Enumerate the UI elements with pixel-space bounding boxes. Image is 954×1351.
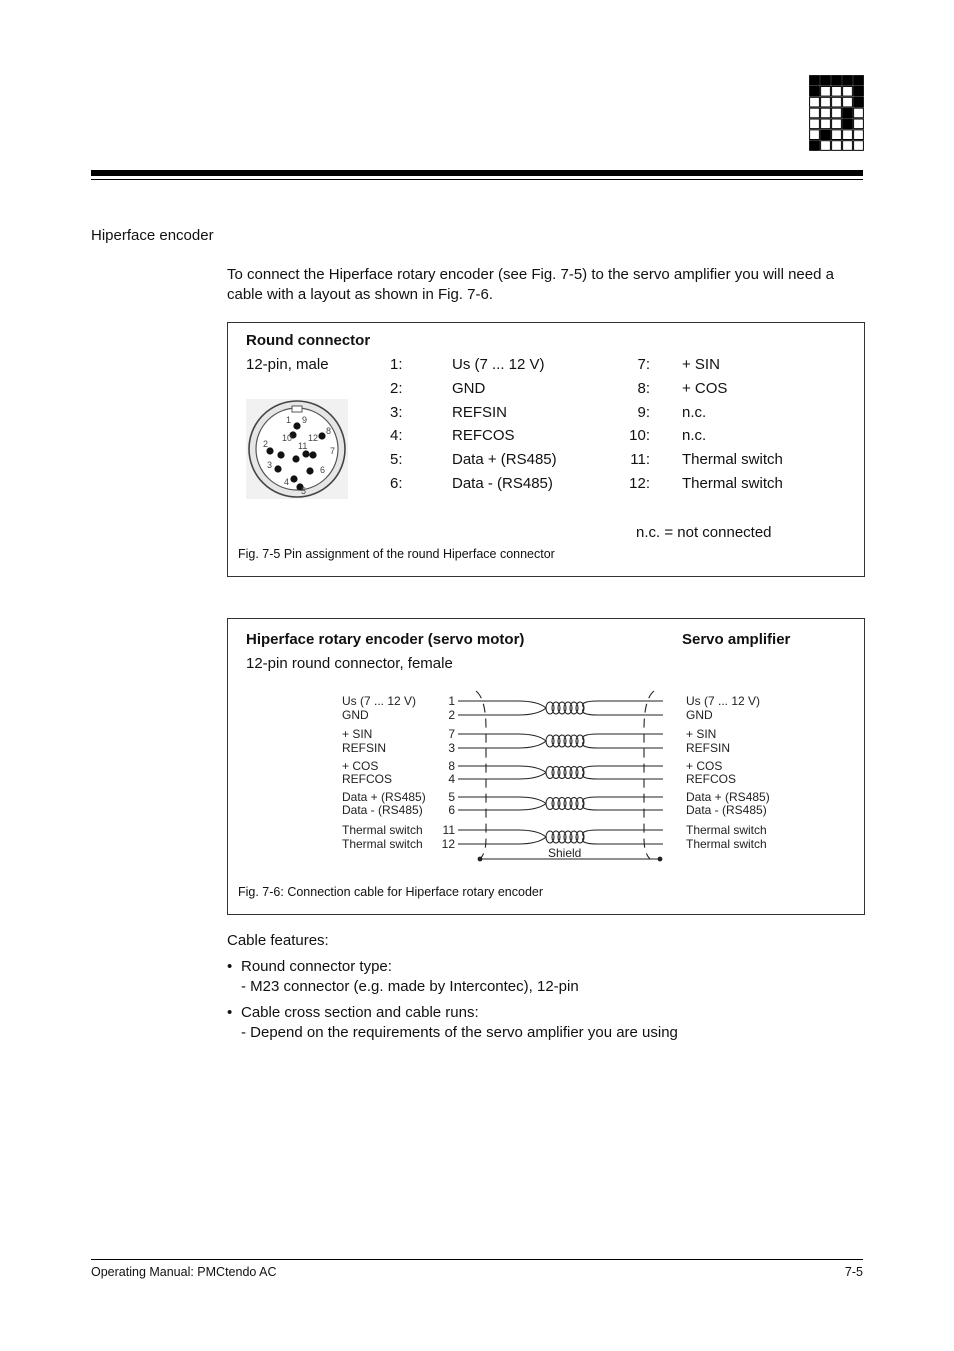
left-signal-label: GND bbox=[342, 708, 369, 722]
logo-cell bbox=[854, 119, 864, 129]
wire bbox=[458, 766, 546, 773]
feature-title: Cable cross section and cable runs: bbox=[241, 1004, 479, 1021]
logo-cell bbox=[854, 76, 864, 86]
logo-cell bbox=[810, 86, 820, 96]
pin-signal-label: n.c. bbox=[682, 427, 707, 445]
right-signal-label: + SIN bbox=[686, 727, 717, 741]
right-signal-label: Data - (RS485) bbox=[686, 803, 767, 817]
fig6-title-right: Servo amplifier bbox=[682, 631, 791, 648]
wire bbox=[458, 708, 546, 715]
connector-pin bbox=[290, 475, 297, 482]
shield-terminal-left bbox=[478, 857, 483, 862]
logo-cell bbox=[810, 108, 820, 118]
fig6-subtitle: 12-pin round connector, female bbox=[246, 655, 453, 672]
shield-line-right bbox=[644, 691, 654, 859]
logo-cell bbox=[821, 76, 831, 86]
right-signal-label: Thermal switch bbox=[686, 837, 767, 851]
feature-item bbox=[227, 1003, 857, 1043]
fig5-note: n.c. = not connected bbox=[636, 524, 772, 541]
logo-cell bbox=[832, 119, 842, 129]
connector-pin-label: 5 bbox=[301, 486, 307, 496]
feature-item bbox=[227, 957, 857, 997]
pin-number: 8: bbox=[637, 379, 650, 397]
header-rule-thin bbox=[91, 179, 863, 180]
connector-pin-label: 6 bbox=[320, 465, 326, 475]
logo-cell bbox=[843, 141, 853, 151]
pin-number: 5: bbox=[390, 451, 403, 469]
pin-signal-label: Us (7 ... 12 V) bbox=[452, 356, 545, 373]
wire bbox=[458, 773, 546, 780]
pin-number: 1: bbox=[390, 356, 403, 373]
left-signal-label: + SIN bbox=[342, 727, 373, 741]
pin-number-label: 12 bbox=[441, 837, 455, 851]
fig5-caption: Fig. 7-5 Pin assignment of the round Hiperface connector bbox=[238, 547, 555, 561]
pin-number: 11: bbox=[630, 451, 650, 469]
logo-cell bbox=[832, 97, 842, 107]
pin-number: 6: bbox=[390, 474, 403, 492]
wire bbox=[458, 830, 546, 837]
figure-7-6 bbox=[227, 618, 865, 915]
fig6-caption: Fig. 7-6: Connection cable for Hiperface rotary encoder bbox=[238, 885, 544, 899]
right-signal-label: Us (7 ... 12 V) bbox=[686, 694, 761, 708]
logo-cell bbox=[832, 130, 842, 140]
round-connector-diagram bbox=[246, 399, 348, 499]
logo-cell bbox=[810, 141, 820, 151]
pin-signal-label: REFCOS bbox=[452, 427, 515, 445]
connector-pin bbox=[318, 432, 325, 439]
connector-pin bbox=[302, 450, 309, 457]
wire bbox=[583, 766, 663, 773]
logo-cell bbox=[832, 86, 842, 96]
left-signal-label: Thermal switch bbox=[342, 837, 423, 851]
connector-pin bbox=[293, 422, 300, 429]
logo-cell bbox=[843, 76, 853, 86]
wire bbox=[458, 797, 546, 804]
footer-manual-title: Operating Manual: PMCtendo AC bbox=[91, 1265, 277, 1279]
pin-number-label: 2 bbox=[448, 708, 455, 722]
connector-pin-label: 11 bbox=[298, 441, 308, 451]
left-signal-label: Data - (RS485) bbox=[342, 803, 423, 817]
pin-signal-label: + SIN bbox=[682, 356, 720, 373]
wire bbox=[583, 773, 663, 780]
logo-cell bbox=[843, 86, 853, 96]
left-signal-label: Thermal switch bbox=[342, 823, 423, 837]
twisted-pair-coil bbox=[576, 702, 584, 714]
right-signal-label: REFCOS bbox=[686, 772, 737, 786]
logo-cell bbox=[810, 97, 820, 107]
wire bbox=[458, 741, 546, 748]
logo-cell bbox=[832, 76, 842, 86]
logo-cell bbox=[821, 86, 831, 96]
right-signal-label: Data + (RS485) bbox=[686, 790, 770, 804]
feature-detail: - Depend on the requirements of the servo amplifier you are using bbox=[241, 1024, 678, 1041]
pin-number: 9: bbox=[637, 403, 650, 421]
logo-cell bbox=[821, 141, 831, 151]
connector-pin-label: 4 bbox=[284, 477, 290, 487]
pin-number-label: 8 bbox=[448, 759, 455, 773]
pin-number-label: 11 bbox=[442, 823, 455, 837]
logo-cell bbox=[843, 130, 853, 140]
pin-signal-label: + COS bbox=[682, 379, 728, 397]
connector-pin-label: 2 bbox=[263, 439, 269, 449]
pin-number-label: 5 bbox=[448, 790, 455, 804]
fig6-title-left: Hiperface rotary encoder (servo motor) bbox=[246, 631, 525, 648]
wire bbox=[583, 734, 663, 741]
footer-rule bbox=[91, 1259, 863, 1260]
connector-pin bbox=[306, 467, 313, 474]
logo-cell bbox=[854, 97, 864, 107]
connector-pin-label: 10 bbox=[282, 433, 293, 443]
connector-pin-label: 3 bbox=[267, 460, 273, 470]
logo-cell bbox=[854, 130, 864, 140]
connector-pin bbox=[277, 451, 284, 458]
twisted-pair-coil bbox=[576, 798, 584, 810]
pin-number-label: 3 bbox=[448, 741, 455, 755]
pin-number: 4: bbox=[390, 427, 403, 445]
intro-paragraph: To connect the Hiperface rotary encoder (see Fig. 7-5) to the servo amplifier you will need a cable with a layout as shown in Fig. 7-6. bbox=[227, 266, 834, 303]
feature-detail: - M23 connector (e.g. made by Intercontec), 12-pin bbox=[241, 978, 579, 995]
shield-line-left bbox=[476, 691, 486, 859]
logo-cell bbox=[821, 97, 831, 107]
connector-pin-label: 1 bbox=[286, 415, 292, 425]
logo-cell bbox=[843, 108, 853, 118]
pin-signal-label: Thermal switch bbox=[682, 451, 783, 469]
pin-number: 12: bbox=[629, 474, 650, 492]
pin-signal-label: REFSIN bbox=[452, 403, 508, 421]
right-signal-label: GND bbox=[686, 708, 713, 722]
figure-7-5 bbox=[227, 322, 865, 577]
logo-cell bbox=[832, 141, 842, 151]
features-heading: Cable features: bbox=[227, 932, 329, 949]
wire bbox=[583, 837, 663, 844]
bullet-dot: • bbox=[227, 1004, 233, 1021]
pin-signal-label: GND bbox=[452, 379, 486, 397]
logo-cell bbox=[843, 119, 853, 129]
wire bbox=[583, 797, 663, 804]
cable-wiring-diagram bbox=[328, 689, 788, 869]
logo-cell bbox=[832, 108, 842, 118]
connector-pin-label: 8 bbox=[326, 426, 332, 436]
logo-cell bbox=[821, 108, 831, 118]
logo-cell bbox=[810, 76, 820, 86]
pin-number: 7: bbox=[637, 356, 650, 373]
connector-pin-label: 9 bbox=[302, 415, 308, 425]
connector-pin bbox=[309, 451, 316, 458]
logo-cell bbox=[810, 130, 820, 140]
left-signal-label: Data + (RS485) bbox=[342, 790, 426, 804]
pin-number-label: 4 bbox=[448, 772, 455, 786]
left-signal-label: + COS bbox=[342, 759, 379, 773]
pin-signal-label: Data + (RS485) bbox=[452, 451, 557, 469]
wire bbox=[583, 830, 663, 837]
logo-cell bbox=[843, 97, 853, 107]
right-signal-label: + COS bbox=[686, 759, 723, 773]
fig5-title: Round connector bbox=[246, 332, 371, 349]
wire bbox=[458, 837, 546, 844]
connector-pin-label: 12 bbox=[308, 433, 319, 443]
wire bbox=[458, 701, 546, 708]
twisted-pair-coil bbox=[576, 831, 584, 843]
wire bbox=[458, 734, 546, 741]
wire bbox=[583, 804, 663, 811]
left-signal-label: REFSIN bbox=[342, 741, 387, 755]
connector-pin bbox=[274, 465, 281, 472]
connector-key-notch bbox=[292, 406, 302, 412]
wire bbox=[458, 804, 546, 811]
pin-signal-label: Thermal switch bbox=[682, 474, 783, 492]
pin-number-label: 1 bbox=[448, 694, 455, 708]
pin-signal-label: Data - (RS485) bbox=[452, 474, 553, 492]
wire bbox=[583, 741, 663, 748]
right-signal-label: Thermal switch bbox=[686, 823, 767, 837]
twisted-pair-coil bbox=[576, 767, 584, 779]
pin-number: 2: bbox=[390, 379, 403, 397]
twisted-pair-coil bbox=[576, 735, 584, 747]
pin-number: 3: bbox=[390, 403, 403, 421]
section-title: Hiperface encoder bbox=[91, 227, 214, 244]
feature-title: Round connector type: bbox=[241, 958, 392, 975]
footer-page-number: 7-5 bbox=[844, 1265, 863, 1279]
shield-label: Shield bbox=[548, 846, 582, 860]
header-rule-thick bbox=[91, 170, 863, 176]
logo-cell bbox=[854, 108, 864, 118]
connector-pin bbox=[292, 455, 299, 462]
wire bbox=[583, 708, 663, 715]
pin-signal-label: n.c. bbox=[682, 403, 707, 421]
wire bbox=[583, 701, 663, 708]
pin-number-label: 7 bbox=[448, 727, 455, 741]
checkered-grid-logo-icon bbox=[809, 75, 864, 151]
logo-cell bbox=[810, 119, 820, 129]
logo-cell bbox=[854, 86, 864, 96]
logo-cell bbox=[854, 141, 864, 151]
left-signal-label: Us (7 ... 12 V) bbox=[342, 694, 417, 708]
fig5-subtitle: 12-pin, male bbox=[246, 356, 329, 373]
logo-cell bbox=[821, 119, 831, 129]
logo-cell bbox=[821, 130, 831, 140]
bullet-dot: • bbox=[227, 958, 233, 975]
left-signal-label: REFCOS bbox=[342, 772, 393, 786]
right-signal-label: REFSIN bbox=[686, 741, 731, 755]
cable-features bbox=[227, 931, 857, 1043]
shield-terminal-right bbox=[658, 857, 663, 862]
pin-number: 10: bbox=[629, 427, 650, 445]
connector-pin-label: 7 bbox=[330, 446, 336, 456]
pin-number-label: 6 bbox=[448, 803, 455, 817]
